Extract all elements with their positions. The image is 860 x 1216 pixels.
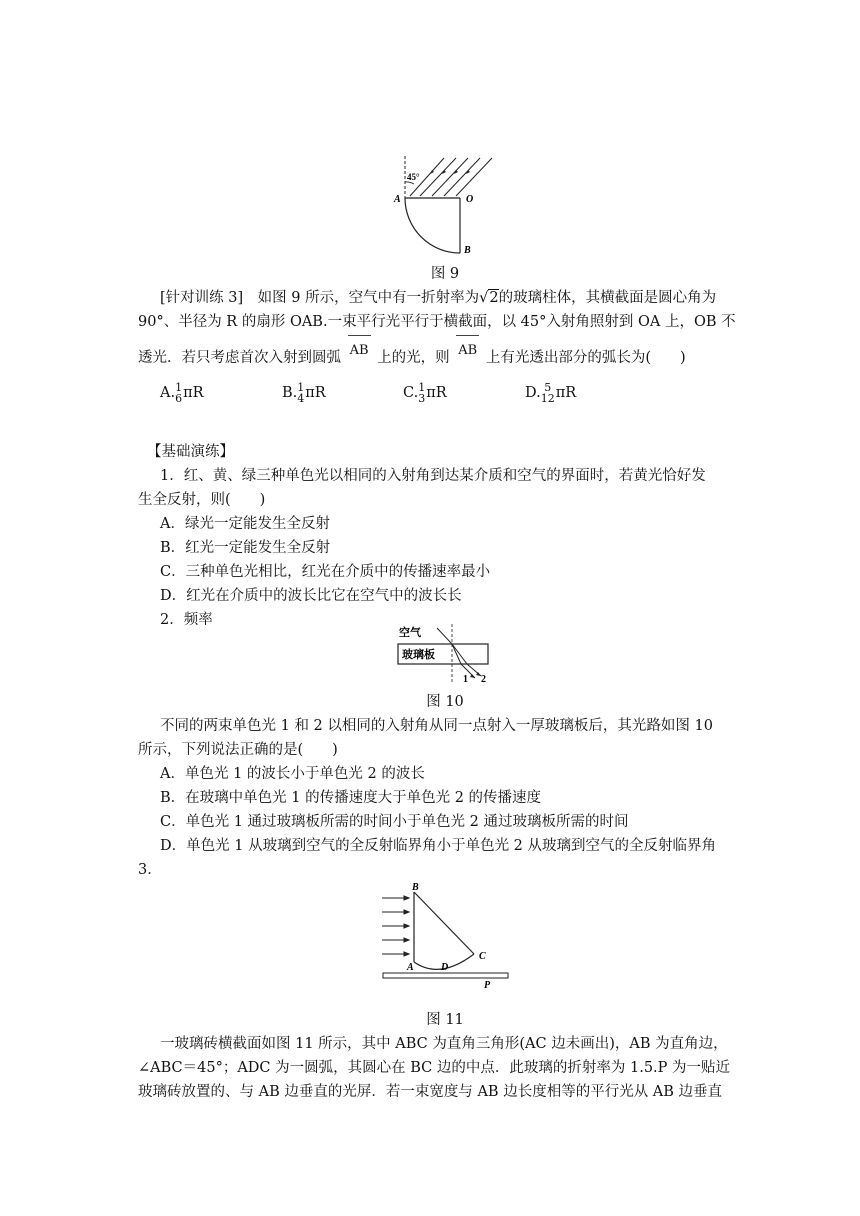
choice-d [525, 382, 576, 404]
fig10-ray1-label: 1 [463, 674, 468, 685]
figure-10-diagram [395, 622, 525, 686]
choice-b [282, 382, 326, 404]
fig11-label-b: B [412, 882, 419, 893]
training3-line3-b: 上的光，则 [377, 350, 450, 366]
arc-ab-2 [458, 340, 477, 361]
choice-a-num: 1 [175, 381, 183, 394]
q3-stem-line1: 一玻璃砖横截面如图 11 所示，其中 ABC 为直角三角形(AC 边未画出)，AB 为直角边， [160, 1036, 728, 1052]
choice-a-fraction [175, 382, 182, 404]
choice-a-tail: πR [183, 385, 204, 401]
choice-d-letter: D. [525, 385, 541, 401]
choice-b-tail: πR [305, 385, 326, 401]
fig11-label-a: A [407, 962, 414, 973]
q3-head: 3． [138, 862, 162, 878]
fig11-label-c: C [479, 951, 486, 962]
choice-d-num: 5 [544, 381, 552, 394]
arc-ab-2-label: AB [458, 343, 478, 358]
choice-a-den: 6 [175, 392, 183, 405]
choice-b-den: 4 [297, 392, 305, 405]
q1-option-c: C．三种单色光相比，红光在介质中的传播速率最小 [160, 564, 491, 580]
arc-ab-1 [350, 340, 369, 361]
q1-option-a: A．绿光一定能发生全反射 [160, 516, 330, 532]
fig11-label-p: P [484, 980, 491, 991]
choice-b-fraction [297, 382, 304, 404]
q1-option-d: D．红光在介质中的波长比它在空气中的波长长 [160, 588, 462, 604]
training3-text-a: [针对训练 3] 如图 9 所示，空气中有一折射率为 [160, 290, 480, 306]
choice-d-den: 12 [540, 392, 555, 405]
choice-c-den: 3 [418, 392, 426, 405]
q2-option-a: A．单色光 1 的波长小于单色光 2 的波长 [160, 766, 425, 782]
q2-option-d: D．单色光 1 从玻璃到空气的全反射临界角小于单色光 2 从玻璃到空气的全反射临界角 [160, 838, 717, 854]
figure-10-caption: 图 10 [426, 694, 464, 710]
figure-9-caption: 图 9 [430, 266, 460, 282]
q1-stem-line2: 生全反射，则( ) [138, 492, 266, 508]
choice-c [403, 382, 447, 404]
fig9-angle-label: 45° [407, 172, 420, 182]
choice-c-letter: C. [403, 385, 419, 401]
arc-ab-1-label: AB [349, 343, 369, 358]
choice-a [160, 382, 204, 404]
fig10-ray2-label: 2 [481, 674, 486, 685]
fig9-label-a: A [394, 194, 401, 205]
q2-option-b: B．在玻璃中单色光 1 的传播速度大于单色光 2 的传播速度 [160, 790, 542, 806]
fig10-air-label: 空气 [399, 626, 421, 639]
figure-11-diagram [378, 880, 518, 992]
section-title: 【基础演练】 [147, 444, 234, 460]
choice-c-fraction [418, 382, 425, 404]
figure-9-diagram [390, 152, 520, 262]
choice-c-num: 1 [418, 381, 426, 394]
choice-a-letter: A. [160, 385, 176, 401]
fig9-label-b: B [464, 245, 471, 256]
fig10-glass-label: 玻璃板 [402, 648, 435, 661]
q1-stem-line1: 1．红、黄、绿三种单色光以相同的入射角到达某介质和空气的界面时，若黄光恰好发 [160, 468, 706, 484]
training3-line1 [160, 288, 716, 308]
sqrt-symbol: √ [479, 290, 489, 306]
q2-head: 2．频率 [160, 612, 213, 628]
choice-b-letter: B. [282, 385, 298, 401]
q3-stem-line2: ∠ABC＝45°；ADC 为一圆弧，其圆心在 BC 边的中点．此玻璃的折射率为 1.5.P 为一贴近 [138, 1060, 731, 1076]
choice-d-tail: πR [555, 385, 577, 401]
fig11-label-d: D [441, 962, 449, 973]
training3-line3-a: 透光．若只考虑首次入射到圆弧 [138, 350, 341, 366]
q2-option-c: C．单色光 1 通过玻璃板所需的时间小于单色光 2 通过玻璃板所需的时间 [160, 814, 629, 830]
choice-d-fraction [541, 382, 555, 404]
fig9-label-o: O [466, 194, 474, 205]
training3-line3-c: 上有光透出部分的弧长为( ) [485, 350, 686, 366]
training3-text-b: 的玻璃柱体，其横截面是圆心角为 [498, 290, 717, 306]
choice-b-num: 1 [297, 381, 305, 394]
q2-stem-line1: 不同的两束单色光 1 和 2 以相同的入射角从同一点射入一厚玻璃板后，其光路如图 10 [160, 718, 713, 734]
training3-line3 [138, 343, 686, 369]
figure-11-caption: 图 11 [426, 1012, 464, 1028]
q3-stem-line3: 玻璃砖放置的、与 AB 边垂直的光屏．若一束宽度与 AB 边长度相等的平行光从 AB 边垂直 [138, 1084, 723, 1100]
q1-option-b: B．红光一定能发生全反射 [160, 540, 331, 556]
sqrt-argument: 2 [489, 290, 499, 306]
choice-c-tail: πR [426, 385, 447, 401]
training3-line2: 90°、半径为 R 的扇形 OAB.一束平行光平行于横截面，以 45°入射角照射到 OA 上，OB 不 [138, 314, 736, 330]
q2-stem-line2: 所示，下列说法正确的是( ) [138, 742, 338, 758]
